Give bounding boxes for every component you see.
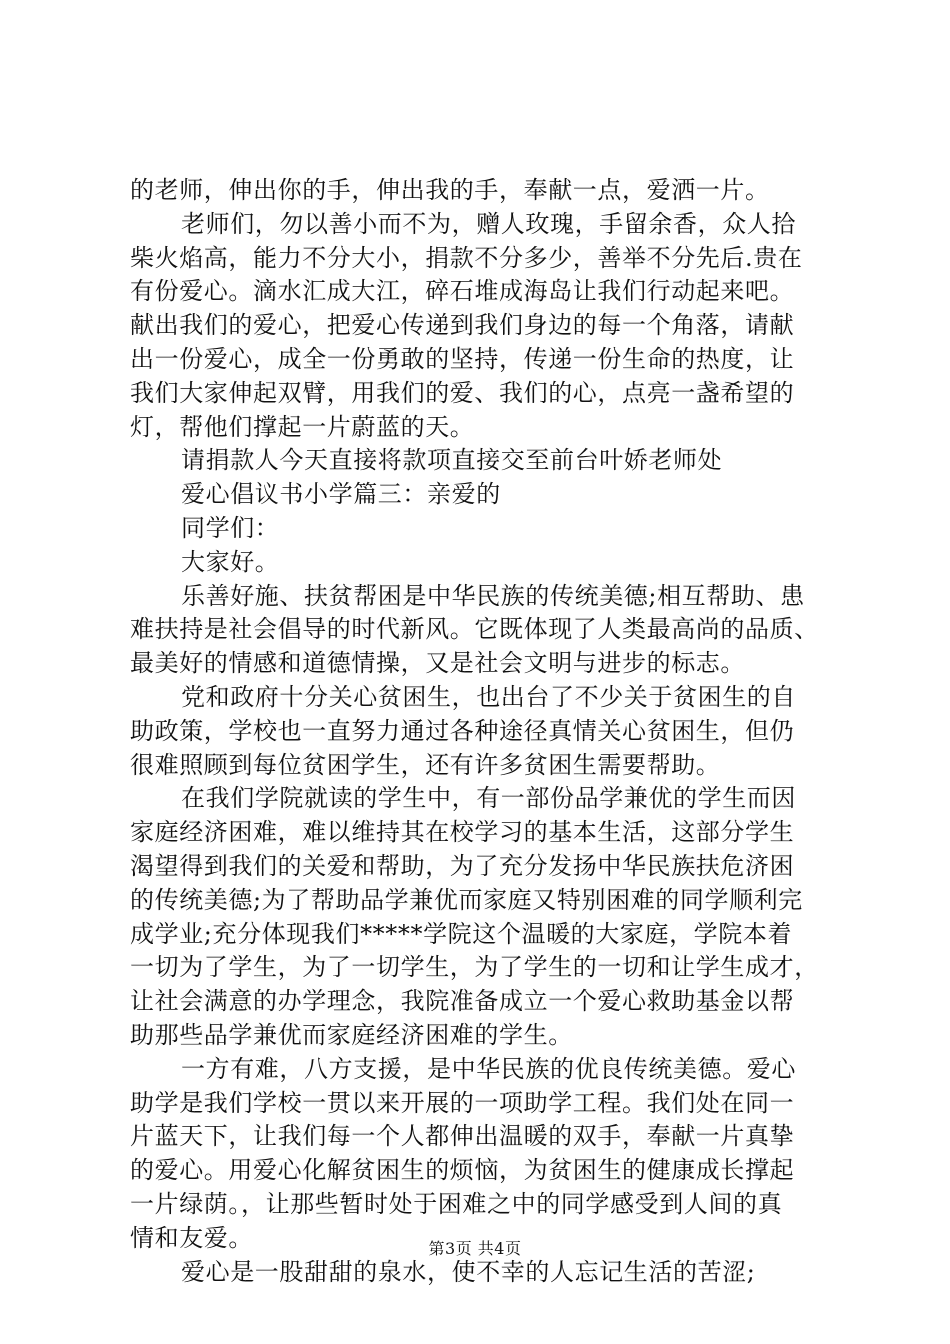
text-line: 助学是我们学校一贯以来开展的一项助学工程。我们处在同一 [130, 1088, 795, 1117]
text-line: 乐善好施、扶贫帮困是中华民族的传统美德;相互帮助、患 [181, 581, 805, 610]
text-line: 一切为了学生，为了一切学生，为了学生的一切和让学生成才， [130, 953, 819, 982]
text-line: 助那些品学兼优而家庭经济困难的学生。 [130, 1020, 573, 1049]
text-line: 情和友爱。 [130, 1223, 253, 1252]
text-line: 柴火焰高，能力不分大小，捐款不分多少，善举不分先后.贵在 [130, 243, 803, 272]
text-line: 爱心是一股甜甜的泉水，使不幸的人忘记生活的苦涩; [181, 1257, 756, 1286]
text-line: 老师们，勿以善小而不为，赠人玫瑰，手留余香，众人拾 [181, 209, 796, 238]
text-line: 助政策，学校也一直努力通过各种途径真情关心贫困生，但仍 [130, 716, 795, 745]
page-footer: 第3页 共4页 [428, 1239, 522, 1258]
text-line: 党和政府十分关心贫困生，也出台了不少关于贫困生的自 [181, 682, 796, 711]
text-line: 渴望得到我们的关爱和帮助，为了充分发扬中华民族扶危济困 [130, 851, 795, 880]
text-line: 一方有难，八方支援，是中华民族的优良传统美德。爱心 [181, 1054, 796, 1083]
text-line: 成学业;充分体现我们*****学院这个温暖的大家庭，学院本着 [130, 919, 793, 948]
text-line: 难扶持是社会倡导的时代新风。它既体现了人类最高尚的品质、 [130, 615, 819, 644]
text-line: 爱心倡议书小学篇三：亲爱的 [181, 480, 501, 509]
text-line: 一片绿荫。，让那些暂时处于困难之中的同学感受到人间的真 [130, 1189, 783, 1218]
text-line: 同学们： [181, 513, 280, 542]
text-line: 最美好的情感和道德情操，又是社会文明与进步的标志。 [130, 649, 745, 678]
text-line: 的传统美德;为了帮助品学兼优而家庭又特别困难的同学顺利完 [130, 885, 803, 914]
text-line: 有份爱心。滴水汇成大江，碎石堆成海岛让我们行动起来吧。 [130, 277, 795, 306]
text-line: 灯，帮他们撑起一片蔚蓝的天。 [130, 412, 475, 441]
text-line: 很难照顾到每位贫困学生，还有许多贫困生需要帮助。 [130, 750, 721, 779]
text-line: 大家好。 [181, 547, 280, 576]
text-line: 的老师，伸出你的手，伸出我的手，奉献一点，爱洒一片。 [130, 176, 770, 204]
text-line: 在我们学院就读的学生中，有一部份品学兼优的学生而因 [181, 784, 796, 813]
document-body [130, 174, 830, 1289]
text-line: 让社会满意的办学理念，我院准备成立一个爱心救助基金以帮 [130, 987, 795, 1016]
text-line: 出一份爱心，成全一份勇敢的坚持，传递一份生命的热度，让 [130, 344, 795, 373]
text-line: 的爱心。用爱心化解贫困生的烦恼，为贫困生的健康成长撑起 [130, 1156, 795, 1185]
text-line: 家庭经济困难，难以维持其在校学习的基本生活，这部分学生 [130, 818, 795, 847]
text-line: 片蓝天下，让我们每一个人都伸出温暖的双手，奉献一片真挚 [130, 1122, 795, 1151]
text-line: 献出我们的爱心，把爱心传递到我们身边的每一个角落，请献 [130, 311, 795, 340]
text-line: 请捐款人今天直接将款项直接交至前台叶娇老师处 [181, 446, 723, 475]
text-line: 我们大家伸起双臂，用我们的爱、我们的心，点亮一盏希望的 [130, 378, 795, 407]
